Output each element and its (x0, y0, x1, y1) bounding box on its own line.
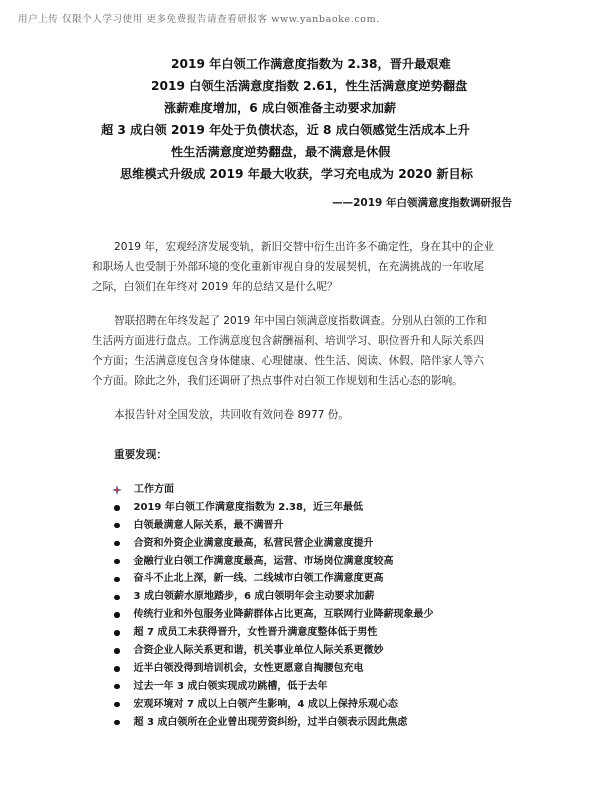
findings-title: 重要发现： (114, 449, 167, 461)
finding-text: 宏观环境对 7 成以上白领产生影响，4 成以上保持乐观心态 (133, 698, 398, 710)
finding-item (110, 696, 434, 714)
finding-item (110, 624, 434, 642)
bullet-icon (114, 541, 120, 547)
bullet-icon (114, 684, 120, 690)
survey-paragraph (92, 311, 520, 391)
finding-text: 近半白领没得到培训机会，女性更愿意自掏腰包充电 (133, 662, 364, 674)
finding-item (110, 678, 434, 696)
sample-paragraph (92, 405, 520, 425)
bullet-icon (114, 648, 120, 654)
bullet-icon (114, 505, 120, 511)
paragraph-line: 本报告针对全国发放，共回收有效问卷 8977 份。 (114, 409, 349, 421)
headline-1: 2019 年白领工作满意度指数为 2.38，晋升最艰难 (171, 57, 451, 71)
finding-text: 工作方面 (134, 484, 174, 495)
finding-text: 超 7 成员工未获得晋升，女性晋升满意度整体低于男性 (133, 627, 378, 639)
paragraph-line: 生活两方面进行盘点。工作满意度包含薪酬福利、培训学习、职位晋升和人际关系四 (92, 335, 484, 347)
finding-text: 3 成白领薪水原地踏步，6 成白领明年会主动要求加薪 (133, 591, 375, 603)
paragraph-line: 2019 年，宏观经济发展变轨，新旧交替中衍生出许多不确定性，身在其中的企业 (114, 241, 494, 253)
finding-item (110, 588, 434, 606)
findings-list (110, 481, 434, 731)
finding-item (110, 499, 434, 517)
headline-4: 超 3 成白领 2019 年处于负债状态，近 8 成白领感觉生活成本上升 (101, 123, 470, 137)
finding-item (110, 606, 434, 624)
bullet-icon (114, 612, 120, 618)
finding-item (110, 714, 434, 732)
findings-section-heading (110, 481, 434, 499)
finding-item (110, 570, 434, 588)
intro-paragraph (92, 237, 520, 297)
finding-text: 传统行业和外包服务业降薪群体占比更高，互联网行业降薪现象最少 (133, 609, 434, 621)
finding-text: 过去一年 3 成白领实现成功跳槽，低于去年 (133, 680, 328, 692)
paragraph-line: 之际，白领们在年终对 2019 年的总结又是什么呢？ (92, 281, 338, 293)
bullet-icon (114, 595, 120, 601)
finding-item (110, 642, 434, 660)
headline-6: 思维模式升级成 2019 年最大收获，学习充电成为 2020 新目标 (120, 167, 473, 181)
headline-3: 涨薪难度增加，6 成白领准备主动要求加薪 (164, 101, 397, 115)
headline-5: 性生活满意度逆势翻盘，最不满意是休假 (171, 145, 391, 159)
finding-text: 奋斗不止北上深，新一线、二线城市白领工作满意度更高 (133, 573, 384, 585)
finding-item (110, 660, 434, 678)
finding-item (110, 517, 434, 535)
bullet-icon (114, 523, 120, 529)
four-point-star-icon (112, 485, 122, 495)
paragraph-line: 个方面。除此之外，我们还调研了热点事件对白领工作规划和生活心态的影响。 (92, 375, 463, 387)
finding-item (110, 553, 434, 571)
headline-2: 2019 白领生活满意度指数 2.61，性生活满意度逆势翻盘 (151, 79, 468, 93)
finding-text: 合资企业人际关系更和谐，机关事业单位人际关系更微妙 (133, 645, 384, 657)
bullet-icon (114, 559, 120, 565)
finding-text: 金融行业白领工作满意度最高，运营、市场岗位满意度较高 (133, 555, 394, 567)
report-byline: ——2019 年白领满意度指数调研报告 (332, 197, 512, 209)
bullet-icon (114, 577, 120, 583)
bullet-icon (114, 720, 120, 726)
bullet-icon (114, 630, 120, 636)
paragraph-line: 和职场人也受制于外部环境的变化重新审视自身的发展契机，在充满挑战的一年收尾 (92, 261, 484, 273)
finding-text: 超 3 成白领所在企业曾出现劳资纠纷，过半白领表示因此焦虑 (133, 716, 408, 728)
finding-text: 2019 年白领工作满意度指数为 2.38，近三年最低 (133, 501, 363, 513)
bullet-icon (114, 666, 120, 672)
finding-item (110, 535, 434, 553)
paragraph-line: 智联招聘在年终发起了 2019 年中国白领满意度指数调查。分别从白领的工作和 (114, 315, 487, 327)
paragraph-line: 个方面；生活满意度包含身体健康、心理健康、性生活、阅读、休假、陪伴家人等六 (92, 355, 484, 367)
finding-text: 白领最满意人际关系，最不满晋升 (133, 519, 284, 531)
bullet-icon (114, 702, 120, 708)
finding-text: 合资和外资企业满意度最高，私营民营企业满意度提升 (133, 537, 374, 549)
watermark-text: 用户上传 仅限个人学习使用 更多免费报告请查看研报客 www.yanbaoke.com. (18, 14, 380, 25)
